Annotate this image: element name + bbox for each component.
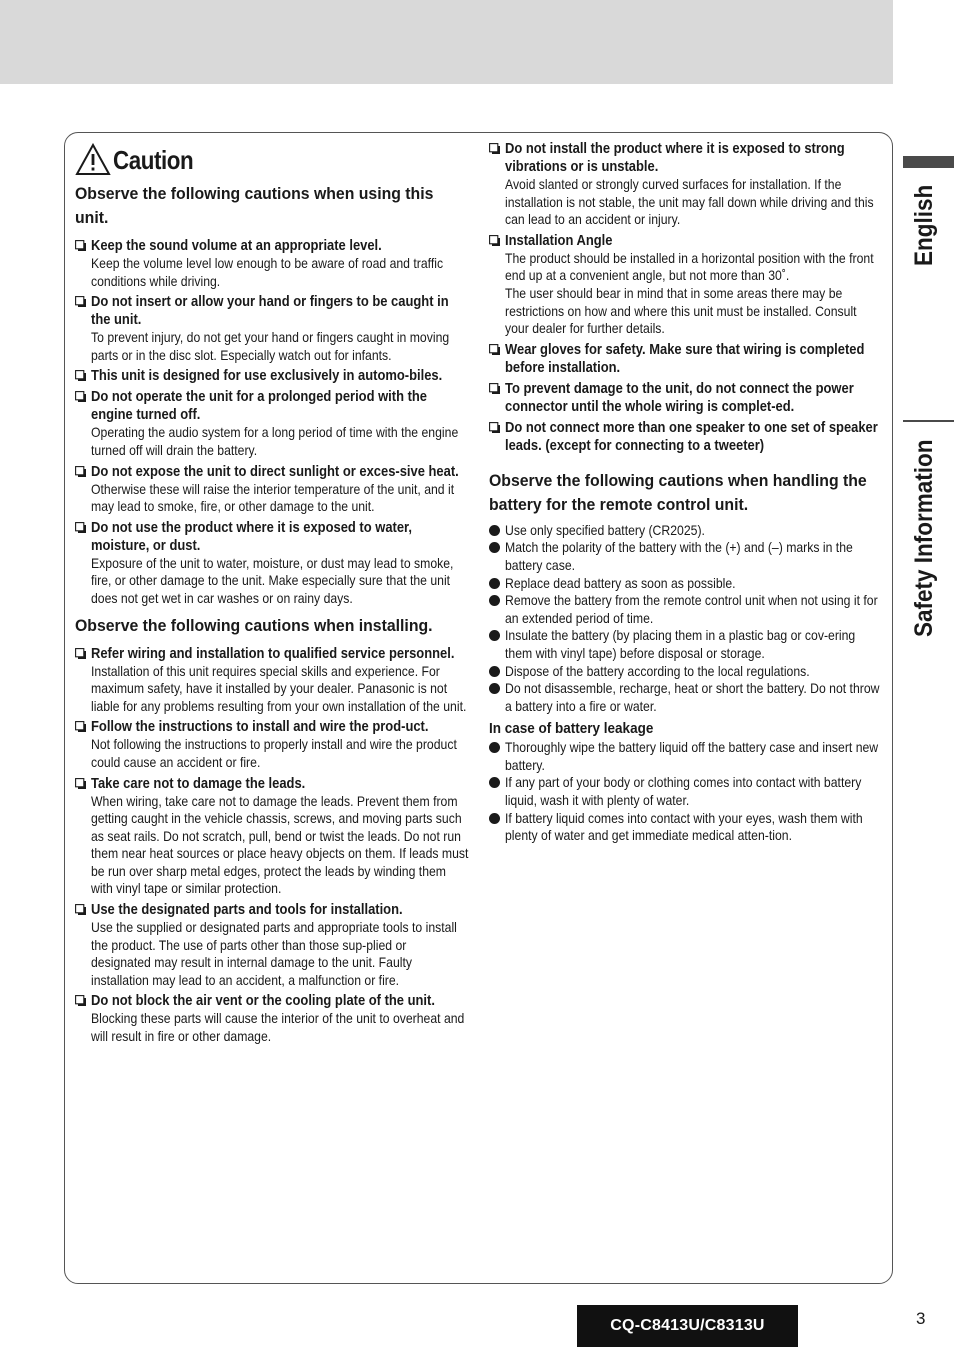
bullet-item <box>489 663 881 681</box>
section-heading-use: Observe the following cautions when using this unit. <box>75 184 434 227</box>
caution-item <box>489 232 881 338</box>
bullet-item <box>489 774 881 809</box>
caution-item-body: The product should be installed in a horizontal position with the front end up at a convenient angle, but not more than 30˚. <box>505 250 874 284</box>
caution-item-title: Do not insert or allow your hand or fingers to be caught in the unit. <box>91 294 449 329</box>
side-tab-marker <box>903 156 954 168</box>
checkbox-square-icon <box>75 240 86 251</box>
bullet-text: Replace dead battery as soon as possible. <box>505 575 736 591</box>
left-column <box>75 140 469 1046</box>
caution-item-title: To prevent damage to the unit, do not connect the power connector until the whole wiring is complet-ed. <box>505 380 854 415</box>
leakage-cautions-list <box>489 739 881 845</box>
warning-triangle-icon <box>75 143 111 177</box>
caution-item-title: Do not block the air vent or the cooling plate of the unit. <box>91 993 435 1010</box>
caution-item <box>489 380 881 416</box>
checkbox-square-icon <box>75 296 86 307</box>
caution-item-title: Follow the instructions to install and wire the prod-uct. <box>91 719 429 736</box>
use-cautions-list <box>75 237 469 608</box>
caution-item <box>75 367 469 385</box>
checkbox-square-icon <box>489 383 500 394</box>
caution-item-title: Do not use the product where it is exposed to water, moisture, or dust. <box>91 519 412 554</box>
bullet-text: Do not disassemble, recharge, heat or short the battery. Do not throw a battery into a fire or water. <box>505 681 880 714</box>
caution-item-title: Do not install the product where it is exposed to strong vibrations or is unstable. <box>505 141 845 175</box>
bullet-dot-icon <box>489 683 500 694</box>
bullet-text: Insulate the battery (by placing them in a plastic bag or cov-ering them with vinyl tape) before disposal or storage. <box>505 628 856 661</box>
bullet-item <box>489 627 881 662</box>
caution-item <box>75 718 469 771</box>
page-number: 3 <box>916 1309 926 1328</box>
checkbox-square-icon <box>75 904 86 915</box>
leakage-heading: In case of battery leakage <box>489 720 654 738</box>
checkbox-square-icon <box>75 721 86 732</box>
section-heading-install: Observe the following cautions when installing. <box>75 615 433 635</box>
bullet-dot-icon <box>489 542 500 553</box>
checkbox-square-icon <box>75 391 86 402</box>
caution-item-body: When wiring, take care not to damage the leads. Prevent them from getting caught in the vehicle chassis, screws, and moving parts such as seat rails. Do not scratch, pull, bend or twist the leads. Do not run them near heat sources or place heavy objects on them. If leads must be run over sharp metal edges, protect the leads by winding them with vinyl tape or similar protection. <box>91 793 469 897</box>
bullet-item <box>489 539 881 574</box>
caution-heading <box>75 140 469 180</box>
caution-item-body: Keep the volume level low enough to be aware of road and traffic conditions while driving. <box>91 256 444 289</box>
bullet-text: Use only specified battery (CR2025). <box>505 522 705 538</box>
checkbox-square-icon <box>489 235 500 246</box>
caution-item-title: Do not connect more than one speaker to one set of speaker leads. (except for connecting to a tweeter) <box>505 419 878 454</box>
caution-item-body: Avoid slanted or strongly curved surfaces for installation. If the installation is not stable, the unit may fall down while driving and this can lead to an accident or injury. <box>505 177 874 228</box>
bullet-dot-icon <box>489 630 500 641</box>
caution-item <box>489 140 881 229</box>
caution-item <box>75 237 469 290</box>
caution-item <box>75 775 469 899</box>
bullet-item <box>489 739 881 774</box>
bullet-dot-icon <box>489 666 500 677</box>
bullet-dot-icon <box>489 777 500 788</box>
caution-item-title: Keep the sound volume at an appropriate level. <box>91 238 382 254</box>
checkbox-square-icon <box>75 522 86 533</box>
bullet-item <box>489 810 881 845</box>
bullet-item <box>489 592 881 627</box>
bullet-dot-icon <box>489 525 500 536</box>
right-column <box>489 138 881 845</box>
bullet-text: If battery liquid comes into contact with your eyes, wash them with plenty of water and get immediate medical atten-tion. <box>505 810 863 844</box>
caution-item <box>489 341 881 377</box>
caution-item <box>75 388 469 459</box>
bullet-dot-icon <box>489 813 500 824</box>
caution-item-title: Wear gloves for safety. Make sure that wiring is completed before installation. <box>505 341 865 376</box>
caution-item <box>75 519 469 608</box>
caution-item-body: The user should bear in mind that in some areas there may be restrictions on how and where this unit must be installed. Consult your dealer for further details. <box>505 285 857 337</box>
section-heading-battery: Observe the following cautions when handling the battery for the remote control unit. <box>489 470 867 514</box>
caution-item <box>75 645 469 716</box>
checkbox-square-icon <box>489 422 500 433</box>
bullet-text: If any part of your body or clothing comes into contact with battery liquid, wash it with plenty of water. <box>505 775 862 809</box>
bullet-text: Thoroughly wipe the battery liquid off the battery case and insert new battery. <box>505 740 879 773</box>
install-cautions-list-continued <box>489 140 881 455</box>
caution-item <box>75 293 469 364</box>
caution-item-title: Installation Angle <box>505 232 613 249</box>
caution-item <box>489 419 881 455</box>
caution-item <box>75 901 469 989</box>
caution-item-title: Take care not to damage the leads. <box>91 775 306 792</box>
caution-item-title: Use the designated parts and tools for installation. <box>91 902 403 919</box>
checkbox-square-icon <box>489 344 500 355</box>
caution-item-title: This unit is designed for use exclusively in automo-biles. <box>91 368 443 385</box>
caution-title: Caution <box>113 144 194 175</box>
battery-cautions-list <box>489 522 881 716</box>
checkbox-square-icon <box>75 995 86 1006</box>
model-number: CQ-C8413U/C8313U <box>577 1305 798 1347</box>
header-band <box>0 0 893 84</box>
checkbox-square-icon <box>75 466 86 477</box>
checkbox-square-icon <box>75 778 86 789</box>
side-label-section: Safety Information <box>910 439 938 637</box>
caution-item-body: Operating the audio system for a long period of time with the engine turned off will drain the battery. <box>91 425 459 458</box>
caution-item-body: To prevent injury, do not get your hand or fingers caught in moving parts or in the disc slot. Especially watch out for infants. <box>91 330 450 363</box>
bullet-dot-icon <box>489 595 500 606</box>
caution-item <box>75 463 469 516</box>
caution-item-title: Do not operate the unit for a prolonged period with the engine turned off. <box>91 389 428 424</box>
bullet-text: Dispose of the battery according to the local regulations. <box>505 663 810 679</box>
caution-item-body: Exposure of the unit to water, moisture, or dust may lead to smoke, fire, or other damage to the unit. Make especially sure that the unit does not get wet in car washes or on rainy days. <box>91 555 454 606</box>
side-label-language: English <box>910 184 938 266</box>
bullet-item <box>489 522 881 540</box>
checkbox-square-icon <box>75 370 86 381</box>
caution-item-body: Blocking these parts will cause the interior of the unit to overheat and will result in fire or other damage. <box>91 1011 465 1045</box>
checkbox-square-icon <box>489 143 500 154</box>
caution-item-body: Otherwise these will raise the interior temperature of the unit, and it may lead to smoke, fire, or other damage to the unit. <box>91 481 455 515</box>
bullet-item <box>489 575 881 593</box>
bullet-dot-icon <box>489 578 500 589</box>
checkbox-square-icon <box>75 648 86 659</box>
install-cautions-list <box>75 645 469 1046</box>
side-divider <box>903 420 954 422</box>
caution-item-title: Do not expose the unit to direct sunlight or exces-sive heat. <box>91 463 459 480</box>
caution-item-body: Not following the instructions to properly install and wire the product could cause an accident or fire. <box>91 737 457 770</box>
caution-item-body: Use the supplied or designated parts and appropriate tools to install the product. The use of parts other than those sup-plied or designated may result in internal damage to the unit. Faulty installation may lead to an accident, a malfunction or fire. <box>91 920 457 988</box>
bullet-text: Remove the battery from the remote control unit when not using it for an extended period of time. <box>505 593 878 626</box>
bullet-item <box>489 680 881 715</box>
bullet-text: Match the polarity of the battery with the (+) and (–) marks in the battery case. <box>505 540 853 573</box>
bullet-dot-icon <box>489 742 500 753</box>
caution-item-body: Installation of this unit requires special skills and experience. For maximum safety, have it installed by your dealer. Panasonic is not liable for any problems resulting from your own installation of the unit. <box>91 663 467 714</box>
caution-item-title: Refer wiring and installation to qualified service personnel. <box>91 645 455 662</box>
caution-item <box>75 992 469 1045</box>
